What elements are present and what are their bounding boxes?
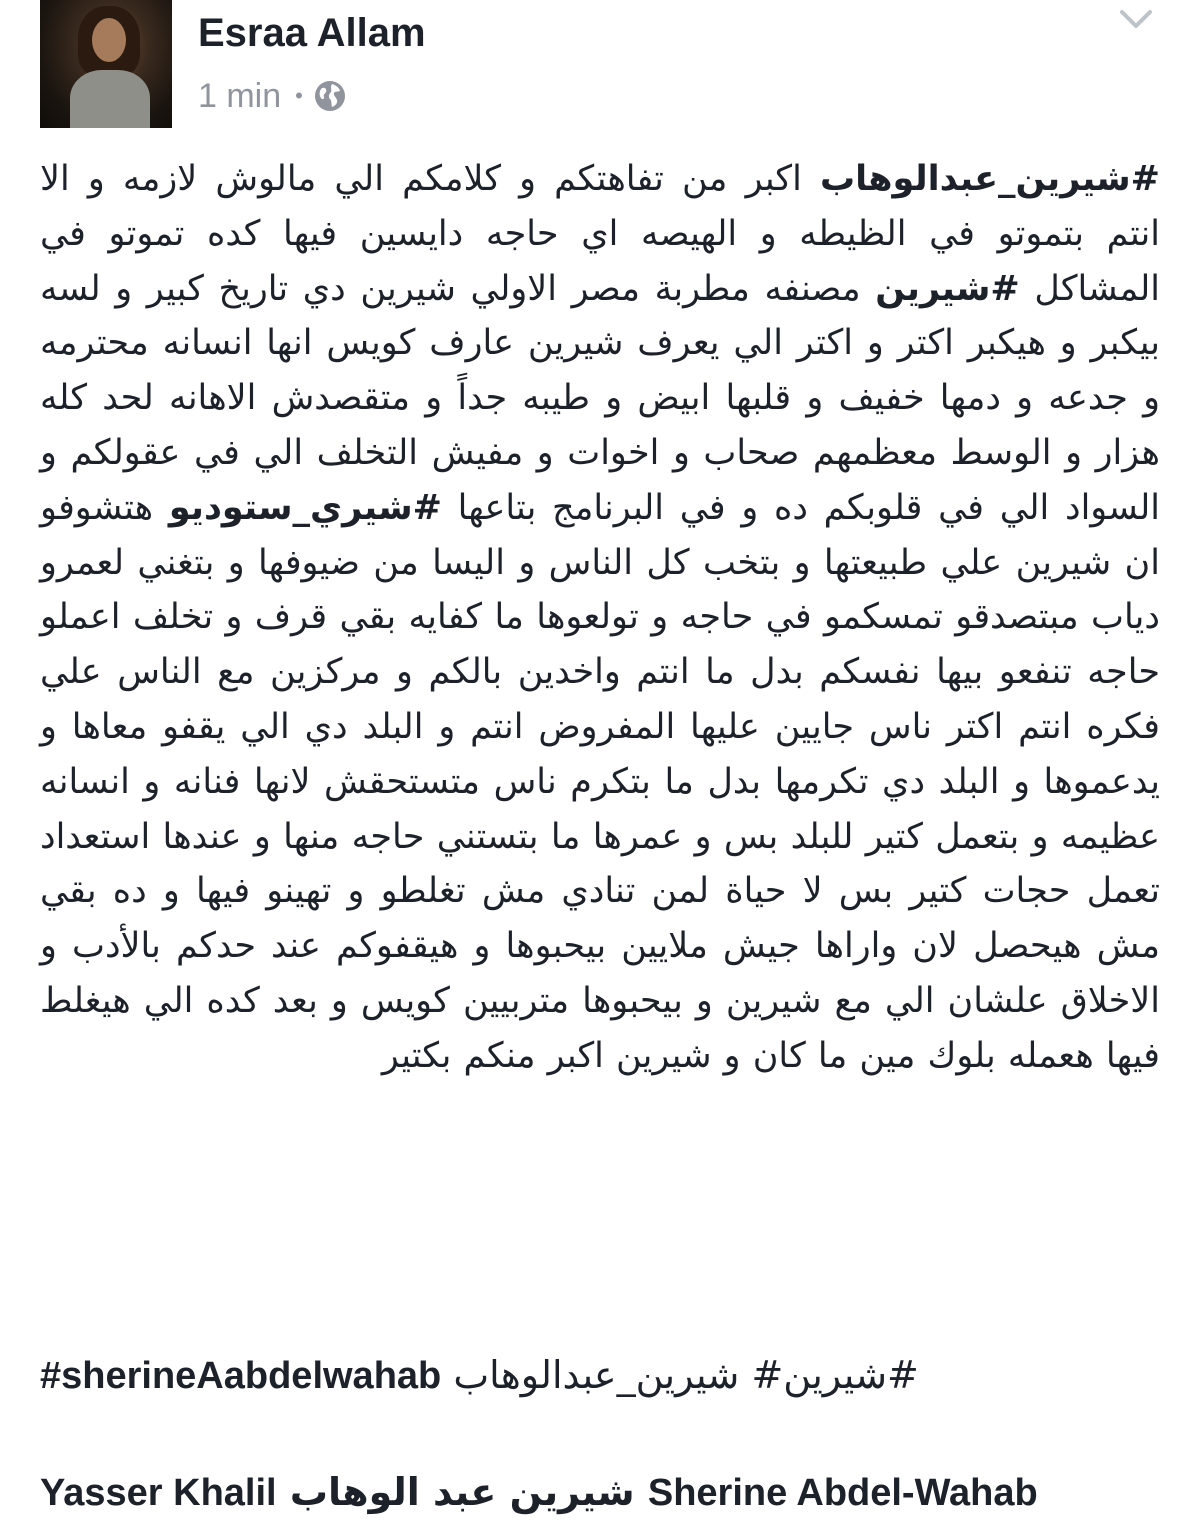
chevron-down-icon[interactable]	[1114, 4, 1158, 34]
post-body	[40, 152, 1160, 1084]
avatar-face	[92, 18, 126, 62]
globe-icon[interactable]	[313, 79, 347, 113]
author-name[interactable]: Esraa Allam	[198, 11, 426, 55]
post-text-segment: اكبر من تفاهتكم و كلامكم الي مالوش لازمه و الا انتم بتموتو في الظيطه و الهيصه اي حاجه دايسين فيها كده تموتو في المشاكل	[40, 159, 1160, 309]
meta-separator: •	[295, 83, 303, 108]
mention-sherine-arabic[interactable]: شيرين عبد الوهاب	[276, 1470, 648, 1514]
post-text-segment: مصنفه مطربة مصر الاولي شيرين دي تاريخ كبير و لسه بيكبر و هيكبر اكتر و اكتر الي يعرف شيرين عارف كويس انها انسانه محترمه و جدعه و دمها خفيف و قلبها ابيض و طيبه جداً و متقصدش الاهانه لحد كله هزار و الوسط معظمهم صحاب و اخوات و مفيش التخلف الي في عقولكم و السواد الي في قلوبكم ده و في البرنامج بتاعها	[40, 268, 1160, 528]
hashtag-link-english[interactable]: #sherineAabdelwahab	[40, 1355, 442, 1397]
hashtag-link-arabic[interactable]: #شيرين# شيرين_عبدالوهاب	[453, 1353, 919, 1397]
hashtag-line	[40, 1345, 1160, 1405]
avatar[interactable]	[40, 0, 172, 128]
mention-sherine-english[interactable]: Sherine Abdel-Wahab	[647, 1472, 1038, 1514]
hashtag-link[interactable]: #شيرين_عبدالوهاب	[819, 159, 1160, 199]
post-meta	[198, 74, 347, 118]
timestamp[interactable]: 1 min	[198, 76, 282, 115]
mention-line	[40, 1462, 1160, 1522]
avatar-body	[70, 70, 150, 128]
post-text-segment: هتشوفو ان شيرين علي طبيعتها و بتخب كل الناس و اليسا من ضيوفها و بتغني لعمرو دياب مبتصدقو تمسكمو في حاجه و تولعوها ما كفايه بقي قرف و تخلف اعملو حاجه تنفعو بيها نفسكم بدل ما انتم واخدين بالكم و مركزين مع الناس علي فكره انتم اكتر ناس جايين عليها المفروض انتم و البلد دي الي يقفو معاها و يدعموها و البلد دي تكرمها بدل ما بتكرم ناس متستحقش لانها فنانه و انسانه عظيمه و بتعمل كتير للبلد بس و عمرها ما بتستني حاجه منها و عندها استعداد تعمل حجات كتير بس لا حياة لمن تنادي مش تغلطو و تهينو فيها و ده بقي مش هيحصل لان واراها جيش ملايين بيحبوها و هيقفوكم عند حدكم بالأدب و الاخلاق علشان الي مع شيرين و بيحبوها متربيين كويس و بعد كده الي هيغلط فيها هعمله بلوك مين ما كان و شيرين اكبر منكم بكتير	[40, 487, 1160, 1076]
hashtag-link[interactable]: #شيرين	[875, 268, 1020, 309]
mention-yasser-khalil[interactable]: Yasser Khalil	[40, 1472, 277, 1514]
hashtag-link[interactable]: #شيري_ستوديو	[168, 487, 442, 528]
